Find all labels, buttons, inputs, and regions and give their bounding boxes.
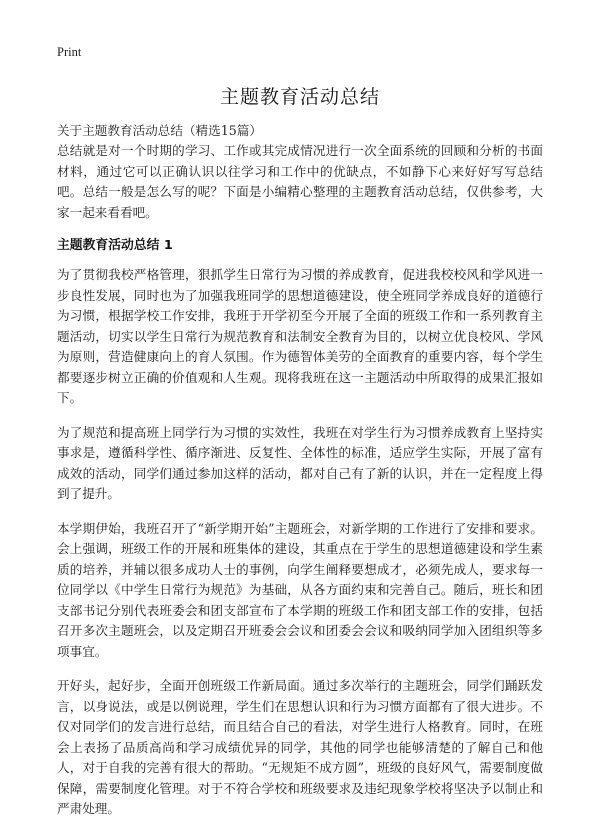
print-link[interactable]: Print: [57, 45, 82, 59]
document-subtitle: 关于主题教育活动总结（精选15篇）: [57, 123, 262, 138]
body-paragraph-4: 开好头，起好步，全面开创班级工作新局面。通过多次举行的主题班会，同学们踊跃发言，以身说法，或是以例说理，学生们在思想认识和行为习惯方面都有了很大进步。不仅对同学们的发言进行总结，而且结合自己的看法，对学生进行人格教育。同时，在班会上表扬了品质高尚和学习成绩优异的同学，其他的同学也能够清楚的了解自己和他人，对于自我的完善有很大的帮助。“无规矩不成方圆”，班级的良好风气，需要制度做保障，需要制度化管理。对于不符合学校和班级要求及违纪现象学校将坚决予以制止和严肃处理。: [57, 678, 543, 816]
section-heading: 主题教育活动总结 1: [57, 238, 173, 253]
intro-paragraph: 总结就是对一个时期的学习、工作或其完成情况进行一次全面系统的回顾和分析的书面材料，通过它可以正确认识以往学习和工作中的优缺点，不如静下心来好好写写总结吧。总结一般是怎么写的呢？下面是小编精心整理的主题教育活动总结，仅供参考，大家一起来看看吧。: [57, 143, 543, 220]
body-paragraph-2: 为了规范和提高班上同学行为习惯的实效性，我班在对学生行为习惯养成教育上坚持实事求是，遵循科学性、循序渐进、反复性、全体性的标准，适应学生实际，开展了富有成效的活动，同学们通过参加这样的活动，都对自己有了新的认识，并在一定程度上得到了提升。: [57, 424, 543, 501]
body-paragraph-3: 本学期伊始，我班召开了“新学期开始”主题班会，对新学期的工作进行了安排和要求。会上强调，班级工作的开展和班集体的建设，其重点在于学生的思想道德建设和学生素质的培养，并辅以很多成功人士的事例，向学生阐释要想成才，必须先成人，要求每一位同学以《中学生日常行为规范》为基础，从各方面约束和完善自己。随后，班长和团支部书记分别代表班委会和团支部宣布了本学期的班级工作和团支部工作的安排，包括召开多次主题班会，以及定期召开班委会会议和团委会会议和吸纳同学加入团组织等多项事宜。: [57, 520, 543, 659]
document-title: 主题教育活动总结: [219, 86, 380, 108]
body-paragraph-1: 为了贯彻我校严格管理，狠抓学生日常行为习惯的养成教育，促进我校校风和学风进一步良性发展，同时也为了加强我班同学的思想道德建设，使全班同学养成良好的道德行为习惯，根据学校工作安排，我班于开学初至今开展了全面的班级工作和一系列教育主题活动，切实以学生日常行为规范教育和法制安全教育为目的，以树立优良校风、学风为原则，营造健康向上的育人氛围。作为德智体美劳的全面教育的重要内容，每个学生都要逐步树立正确的价值观和人生观。现将我班在这一主题活动中所取得的成果汇报如下。: [57, 267, 543, 405]
